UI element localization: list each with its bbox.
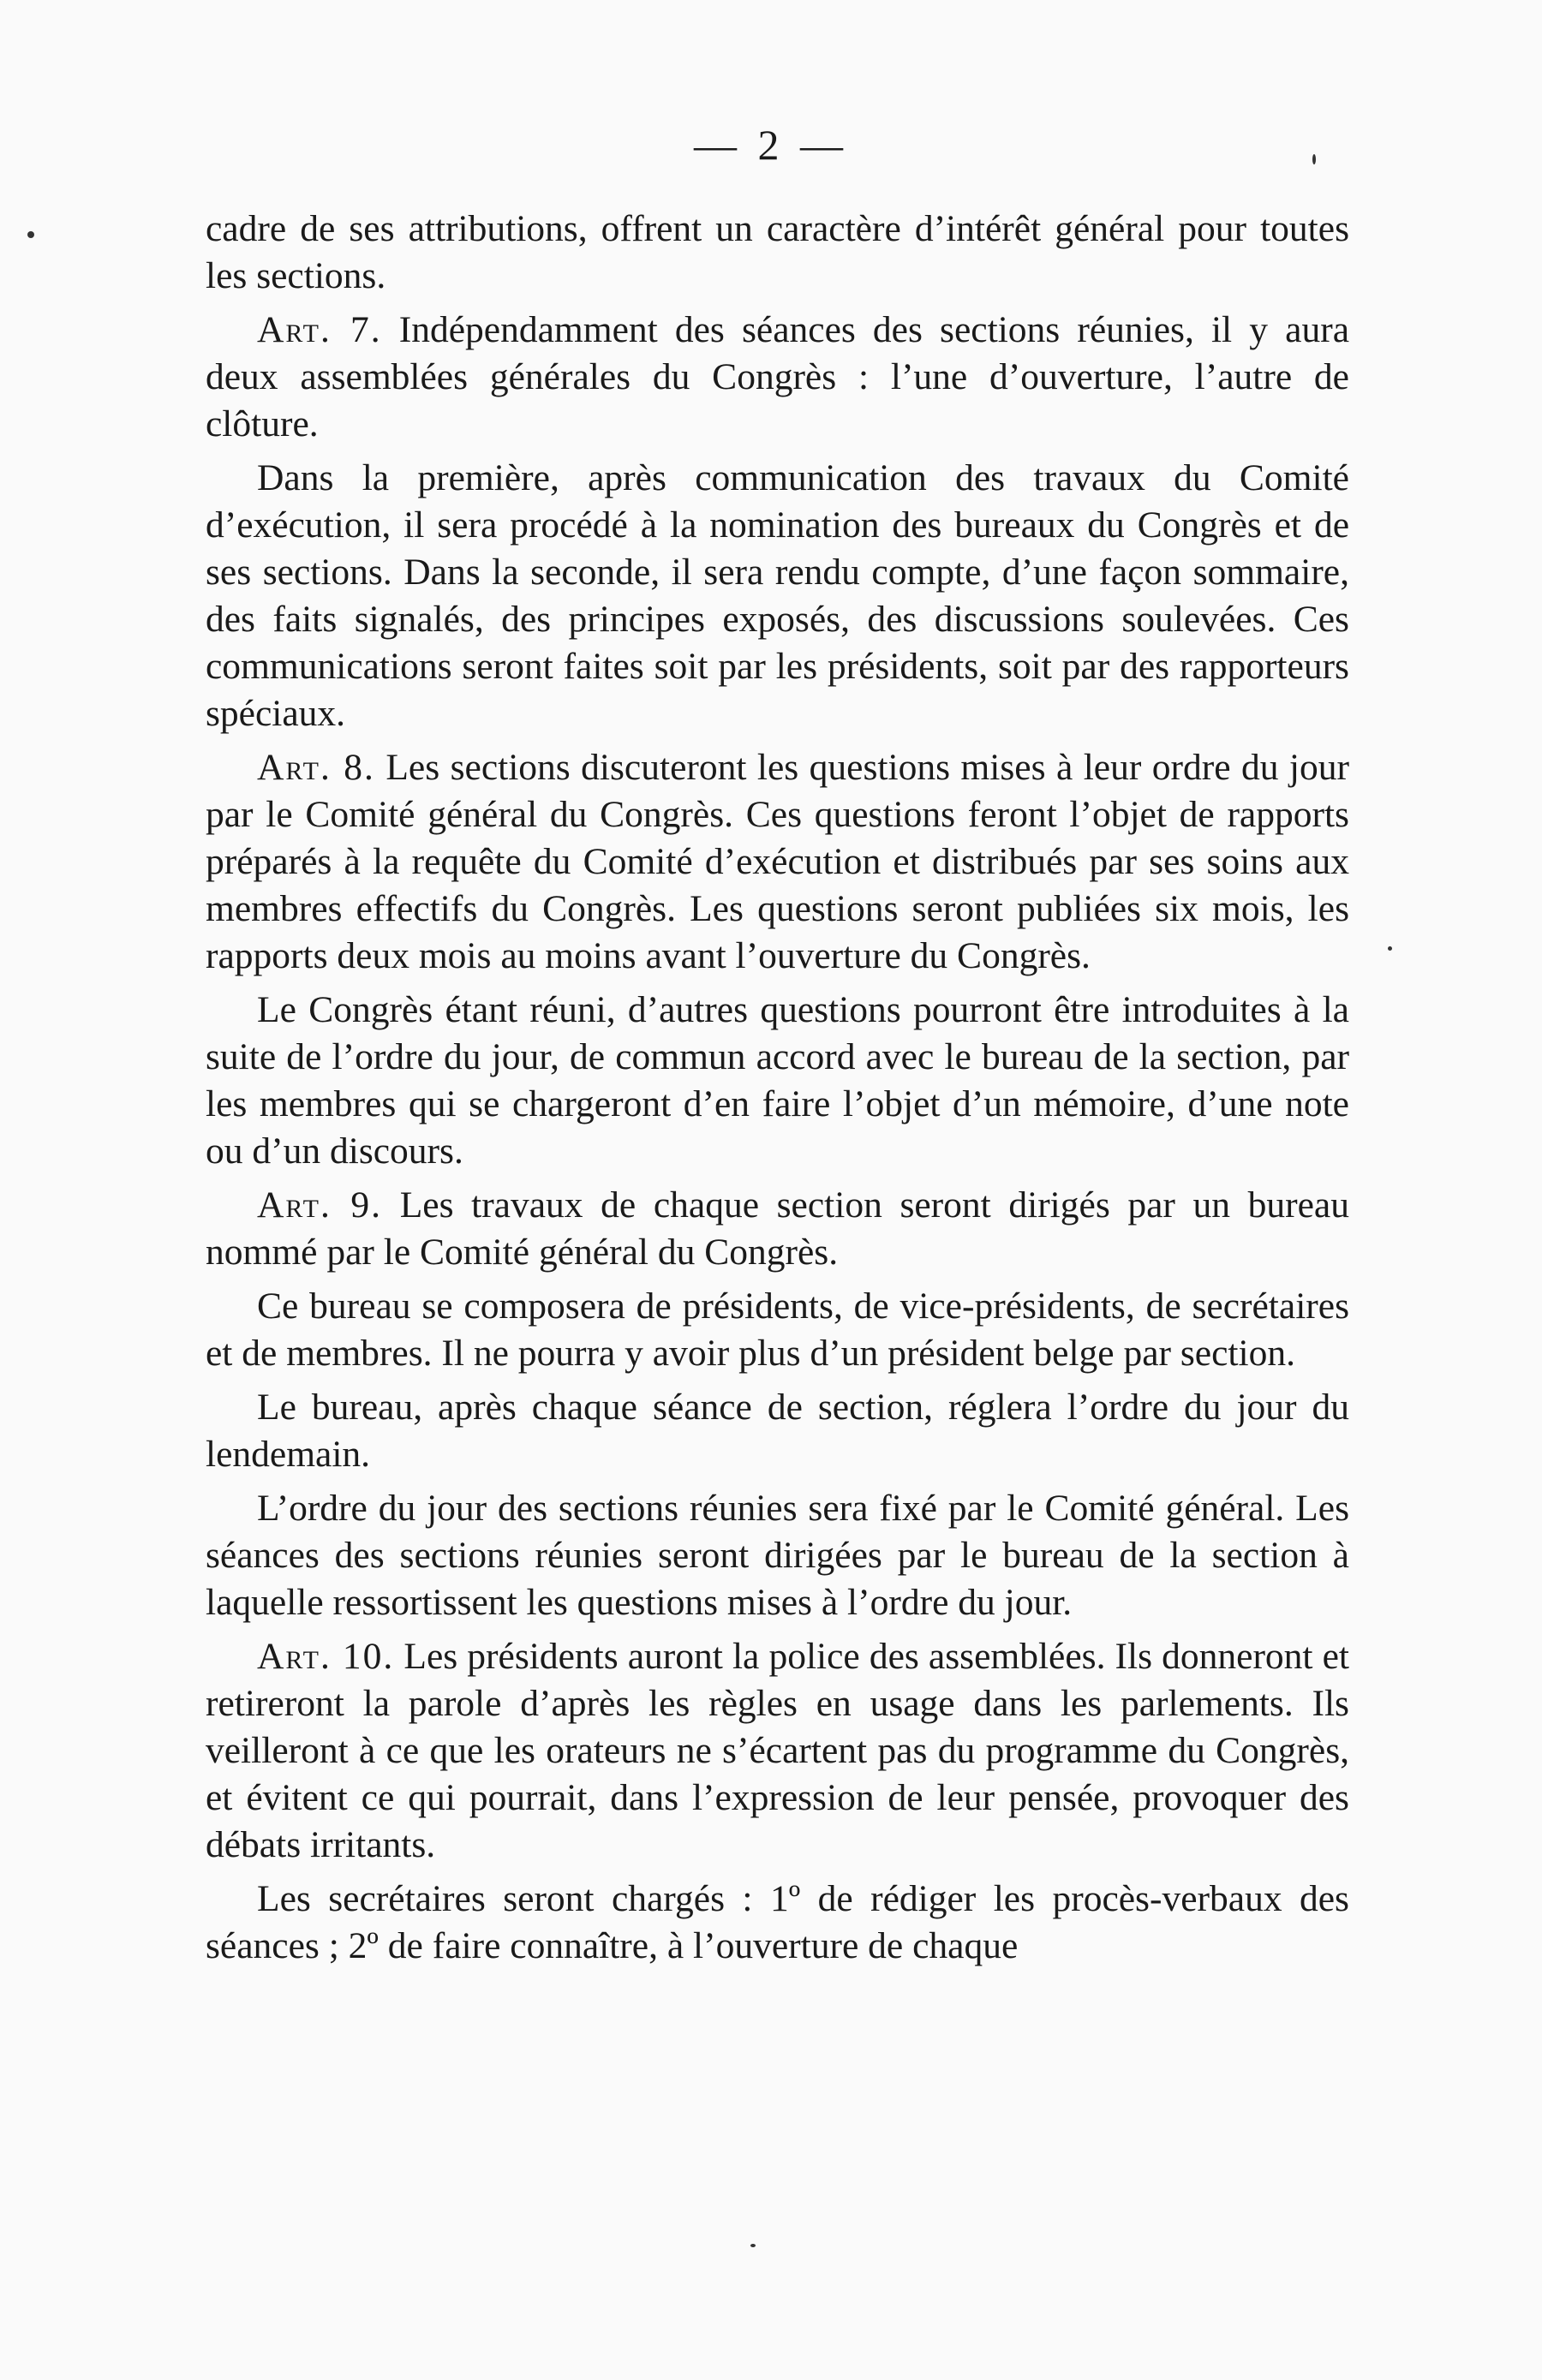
paragraph bbox=[206, 987, 1349, 1175]
paragraph-text: Les secrétaires seront chargés : 1º de rédiger les procès-verbaux des séances ; 2º de faire connaître, à l’ouverture de chaque bbox=[206, 1878, 1349, 1966]
paragraph bbox=[206, 455, 1349, 737]
paragraph bbox=[206, 1485, 1349, 1626]
paragraph bbox=[206, 1876, 1349, 1970]
paragraph-text: cadre de ses attributions, offrent un caractère d’intérêt général pour toutes les sections. bbox=[206, 208, 1349, 296]
paragraph-text: Les présidents auront la police des assemblées. Ils donneront et retireront la parole d’après les règles en usage dans les parlements. Ils veilleront à ce que les orateurs ne s’écartent pas du programme du Congrès, et évitent ce qui pourrait, dans l’expression de leur pensée, provoquer des débats irritants. bbox=[206, 1636, 1349, 1865]
paragraph-text: Les sections discuteront les questions mises à leur ordre du jour par le Comité général du Congrès. Ces questions feront l’objet de rapports préparés à la requête du Comité d’exécution et distribués par ses soins aux membres effectifs du Congrès. Les questions seront publiées six mois, les rapports deux mois au moins avant l’ouverture du Congrès. bbox=[206, 747, 1349, 976]
article-label: Art. 7. bbox=[257, 309, 382, 350]
article-label: Art. 9. bbox=[257, 1184, 383, 1226]
article-label: Art. 8. bbox=[257, 747, 375, 788]
scan-speck bbox=[1312, 154, 1316, 164]
paragraph-text: Le bureau, après chaque séance de section, réglera l’ordre du jour du lendemain. bbox=[206, 1387, 1349, 1475]
paragraph-article-9 bbox=[206, 1182, 1349, 1276]
paragraph-text: Dans la première, après communication des travaux du Comité d’exécution, il sera procédé à la nomination des bureaux du Congrès et de ses sections. Dans la seconde, il sera rendu compte, d’une façon sommaire, des faits signalés, des principes exposés, des discussions soulevées. Ces communications seront faites soit par les présidents, soit par des rapporteurs spéciaux. bbox=[206, 457, 1349, 734]
paragraph bbox=[206, 1384, 1349, 1478]
paragraph-text: Ce bureau se composera de présidents, de vice-présidents, de secrétaires et de membres. Il ne pourra y avoir plus d’un président belge par section. bbox=[206, 1285, 1349, 1374]
paragraph-text: Indépendamment des séances des sections réunies, il y aura deux assemblées générales du Congrès : l’une d’ouverture, l’autre de clôture. bbox=[206, 309, 1350, 444]
scan-speck bbox=[750, 2244, 756, 2247]
scan-speck bbox=[1388, 946, 1392, 951]
paragraph-article-8 bbox=[206, 744, 1349, 980]
paragraph bbox=[206, 1283, 1349, 1377]
scan-speck bbox=[27, 231, 34, 238]
page-number: — 2 — bbox=[694, 121, 848, 169]
article-text bbox=[206, 206, 1349, 1977]
paragraph-article-10 bbox=[206, 1633, 1349, 1869]
paragraph-text: Les travaux de chaque section seront dirigés par un bureau nommé par le Comité général du Congrès. bbox=[206, 1184, 1349, 1273]
paragraph-text: L’ordre du jour des sections réunies sera fixé par le Comité général. Les séances des sections réunies seront dirigées par le bureau de la section à laquelle ressortissent les questions mises à l’ordre du jour. bbox=[206, 1488, 1349, 1623]
paragraph-text: Le Congrès étant réuni, d’autres questions pourront être introduites à la suite de l’ordre du jour, de commun accord avec le bureau de la section, par les membres qui se chargeront d’en faire l’objet d’un mémoire, d’une note ou d’un discours. bbox=[206, 989, 1349, 1172]
paragraph bbox=[206, 206, 1349, 300]
paragraph-article-7 bbox=[206, 307, 1349, 448]
article-label: Art. 10. bbox=[257, 1636, 395, 1677]
